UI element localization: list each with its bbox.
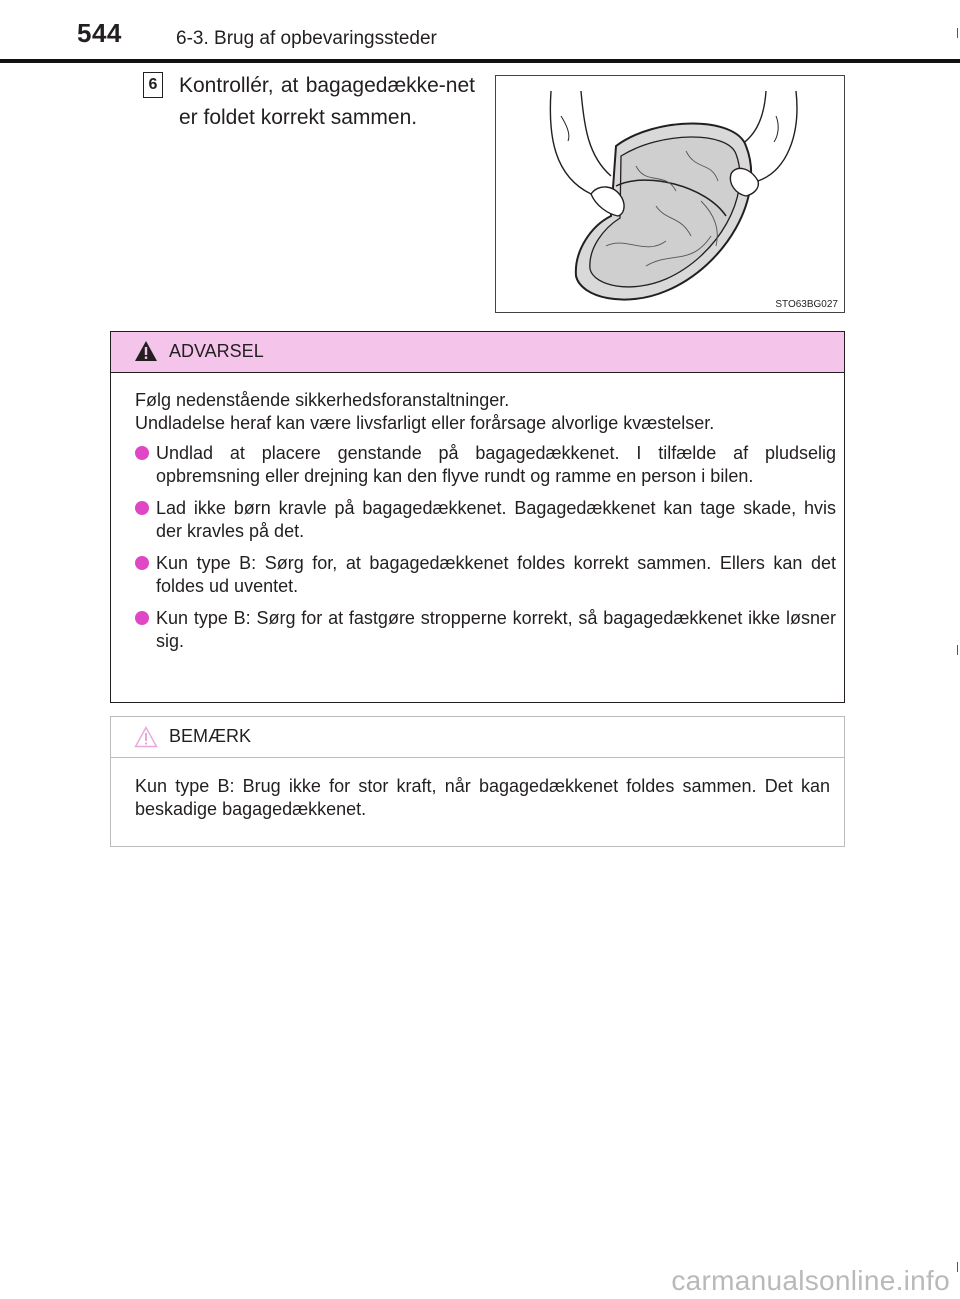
- watermark: carmanualsonline.info: [671, 1265, 950, 1296]
- warning-list-item: [135, 497, 836, 542]
- folded-net-drawing: [496, 76, 844, 312]
- warning-list-item: [135, 607, 836, 652]
- bullet-icon: [135, 556, 149, 570]
- header-rule: [0, 59, 960, 63]
- crop-mark: [957, 28, 958, 38]
- bullet-icon: [135, 446, 149, 460]
- bullet-icon: [135, 611, 149, 625]
- warning-intro-line: Undladelse heraf kan være livsfarligt eller forårsage alvorlige kvæstelser.: [135, 412, 715, 433]
- step-number-badge: 6: [143, 72, 163, 98]
- crop-mark: [957, 645, 958, 655]
- notice-text: Kun type B: Brug ikke for stor kraft, når bagagedækkenet foldes sammen. Det kan beskadige bagagedækkenet.: [135, 776, 830, 819]
- warning-list-item: [135, 552, 836, 597]
- crop-mark: [957, 1262, 958, 1272]
- figure-code: STO63BG027: [775, 299, 838, 310]
- warning-item-text: Undlad at placere genstande på bagagedækkenet. I tilfælde af pludselig opbremsning eller drejning kan den flyve rundt og ramme en person i bilen.: [156, 443, 836, 486]
- warning-list-item: [135, 442, 836, 487]
- warning-item-text: Kun type B: Sørg for at fastgøre stropperne korrekt, så bagagedækkenet ikke løsner sig.: [156, 608, 836, 651]
- step-text: Kontrollér, at bagagedække-net er foldet korrekt sammen.: [179, 74, 475, 129]
- warning-title: ADVARSEL: [169, 341, 264, 361]
- warning-item-text: Lad ikke børn kravle på bagagedækkenet. Bagagedækkenet kan tage skade, hvis der kravles på det.: [156, 498, 836, 541]
- warning-intro-line: Følg nedenstående sikkerhedsforanstaltninger.: [135, 390, 510, 410]
- section-title: 6-3. Brug af opbevaringssteder: [176, 28, 437, 49]
- bullet-icon: [135, 501, 149, 515]
- notice-title: BEMÆRK: [169, 726, 252, 746]
- notice-box: [110, 716, 845, 847]
- warning-triangle-icon: [134, 340, 158, 362]
- warning-body: [111, 373, 844, 652]
- warning-box: [110, 331, 845, 703]
- caution-triangle-icon: [134, 726, 158, 748]
- warning-item-text: Kun type B: Sørg for, at bagagedækkenet foldes korrekt sammen. Ellers kan det foldes ud uventet.: [156, 553, 836, 596]
- notice-header: [111, 717, 844, 758]
- page-number: 544: [77, 18, 122, 48]
- warning-header: [111, 332, 844, 373]
- illustration-folding-net: [495, 75, 845, 313]
- warning-list: [135, 442, 836, 652]
